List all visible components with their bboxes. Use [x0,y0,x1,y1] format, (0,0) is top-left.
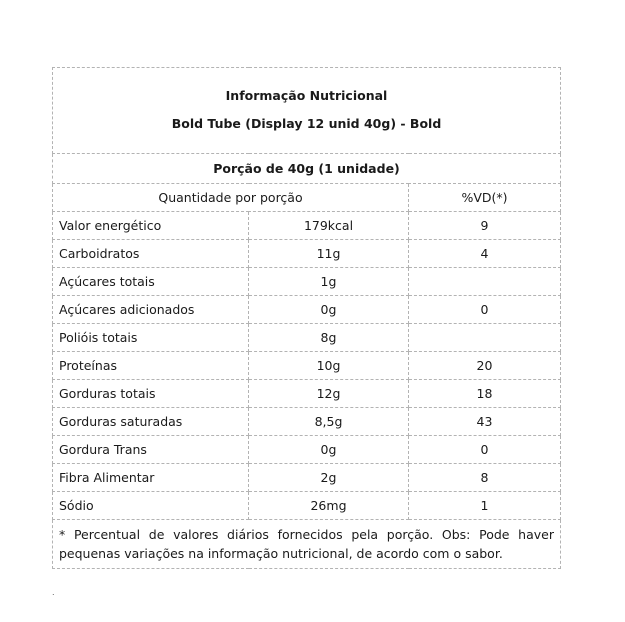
nutrient-vd: 20 [409,352,561,380]
table-row [53,240,561,268]
footnote: * Percentual de valores diários fornecidos pela porção. Obs: Pode haver pequenas variações na informação nutricional, de acordo com o sabor. [53,520,561,569]
nutrient-name: Carboidratos [53,240,249,268]
header-vd: %VD(*) [409,184,561,212]
table-row [53,464,561,492]
table-title: Informação Nutricional [225,88,388,103]
nutrient-vd: 8 [409,464,561,492]
nutrient-vd [409,268,561,296]
portion-label: Porção de 40g (1 unidade) [53,154,561,184]
nutrient-quantity: 1g [249,268,409,296]
table-row [53,408,561,436]
nutrient-name: Gorduras saturadas [53,408,249,436]
nutrient-name: Proteínas [53,352,249,380]
nutrient-quantity: 2g [249,464,409,492]
nutrient-vd: 9 [409,212,561,240]
nutrient-name: Açúcares adicionados [53,296,249,324]
header-quantity: Quantidade por porção [53,184,409,212]
nutrient-vd: 0 [409,436,561,464]
product-name: Bold Tube (Display 12 unid 40g) - Bold [171,116,442,131]
table-row [53,492,561,520]
table-row [53,352,561,380]
title-row [53,68,561,154]
table-row [53,380,561,408]
nutrient-name: Valor energético [53,212,249,240]
nutrient-quantity: 26mg [249,492,409,520]
title-cell [53,68,561,154]
nutrient-vd: 1 [409,492,561,520]
nutrient-name: Açúcares totais [53,268,249,296]
nutrient-quantity: 12g [249,380,409,408]
nutrient-name: Sódio [53,492,249,520]
nutrient-vd: 0 [409,296,561,324]
nutrient-name: Fibra Alimentar [53,464,249,492]
nutrient-name: Polióis totais [53,324,249,352]
table-row [53,436,561,464]
nutrient-name: Gordura Trans [53,436,249,464]
nutrient-vd: 4 [409,240,561,268]
nutrient-quantity: 179kcal [249,212,409,240]
header-row [53,184,561,212]
nutrient-quantity: 11g [249,240,409,268]
table-row [53,268,561,296]
nutrient-vd [409,324,561,352]
table-row [53,324,561,352]
footnote-row [53,520,561,569]
nutrient-quantity: 8g [249,324,409,352]
nutrient-vd: 43 [409,408,561,436]
nutrient-quantity: 10g [249,352,409,380]
nutrient-quantity: 0g [249,436,409,464]
table-row [53,212,561,240]
stray-dot: . [52,588,55,597]
nutrient-vd: 18 [409,380,561,408]
table-row [53,296,561,324]
nutrient-quantity: 8,5g [249,408,409,436]
nutrient-quantity: 0g [249,296,409,324]
portion-row [53,154,561,184]
nutrition-table [52,67,561,569]
nutrient-name: Gorduras totais [53,380,249,408]
